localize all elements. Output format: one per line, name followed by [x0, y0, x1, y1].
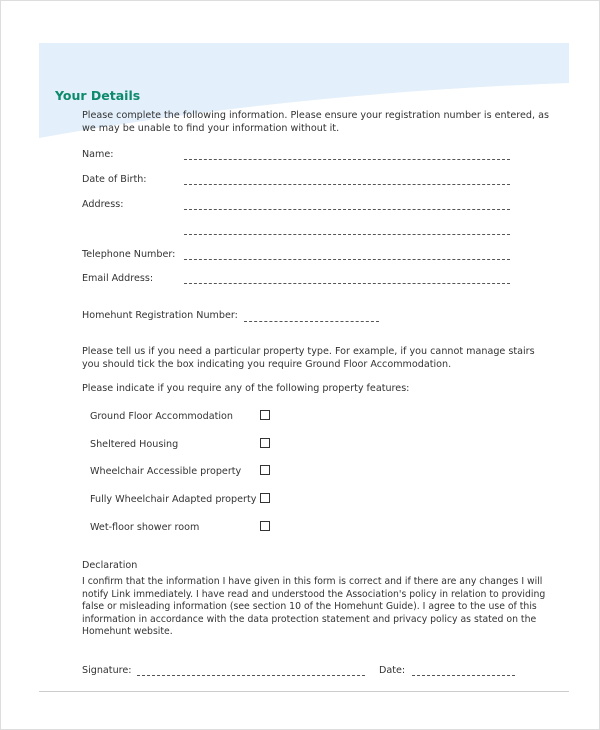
email-field[interactable] [184, 283, 510, 284]
declaration-text: I confirm that the information I have given in this form is correct and if there are any changes I will notify Link immediately. I have read and understood the Association's policy in relation to providing false or misleading information (see section 10 of the Homehunt Guide). I agree to the use of this information in accordance with the data protection statement and privacy policy as stated on the Homehunt website. [82, 576, 546, 637]
feature-checkbox-wheelchair-adapted[interactable] [260, 493, 270, 503]
signature-field[interactable] [137, 675, 365, 676]
telephone-field[interactable] [184, 259, 510, 260]
footer-divider [39, 691, 569, 692]
name-label: Name: [82, 149, 114, 160]
email-label: Email Address: [82, 273, 154, 284]
name-field[interactable] [184, 159, 510, 160]
feature-label: Sheltered Housing [90, 439, 179, 450]
intro-text: Please complete the following information. Please ensure your registration number is entered, as we may be unable to find your information without it. [82, 110, 549, 134]
feature-label: Wet-floor shower room [90, 522, 200, 533]
date-field[interactable] [412, 675, 515, 676]
dob-field[interactable] [184, 184, 510, 185]
declaration-title: Declaration [82, 560, 138, 571]
feature-label: Ground Floor Accommodation [90, 411, 233, 422]
feature-checkbox-wheelchair-accessible[interactable] [260, 465, 270, 475]
date-label: Date: [379, 665, 406, 676]
registration-field[interactable] [244, 321, 379, 322]
feature-checkbox-ground-floor[interactable] [260, 410, 270, 420]
property-note: Please tell us if you need a particular property type. For example, if you cannot manage stairs you should tick the box indicating you require Ground Floor Accommodation. [82, 346, 535, 370]
feature-label: Fully Wheelchair Adapted property [90, 494, 257, 505]
section-title: Your Details [55, 88, 141, 103]
address-label: Address: [82, 199, 124, 210]
registration-label: Homehunt Registration Number: [82, 310, 238, 321]
dob-label: Date of Birth: [82, 174, 147, 185]
telephone-label: Telephone Number: [82, 249, 176, 260]
signature-label: Signature: [82, 665, 132, 676]
address-field-1[interactable] [184, 209, 510, 210]
feature-label: Wheelchair Accessible property [90, 466, 242, 477]
features-prompt: Please indicate if you require any of the following property features: [82, 383, 410, 394]
address-field-2[interactable] [184, 234, 510, 235]
feature-checkbox-sheltered[interactable] [260, 438, 270, 448]
feature-checkbox-wet-floor[interactable] [260, 521, 270, 531]
